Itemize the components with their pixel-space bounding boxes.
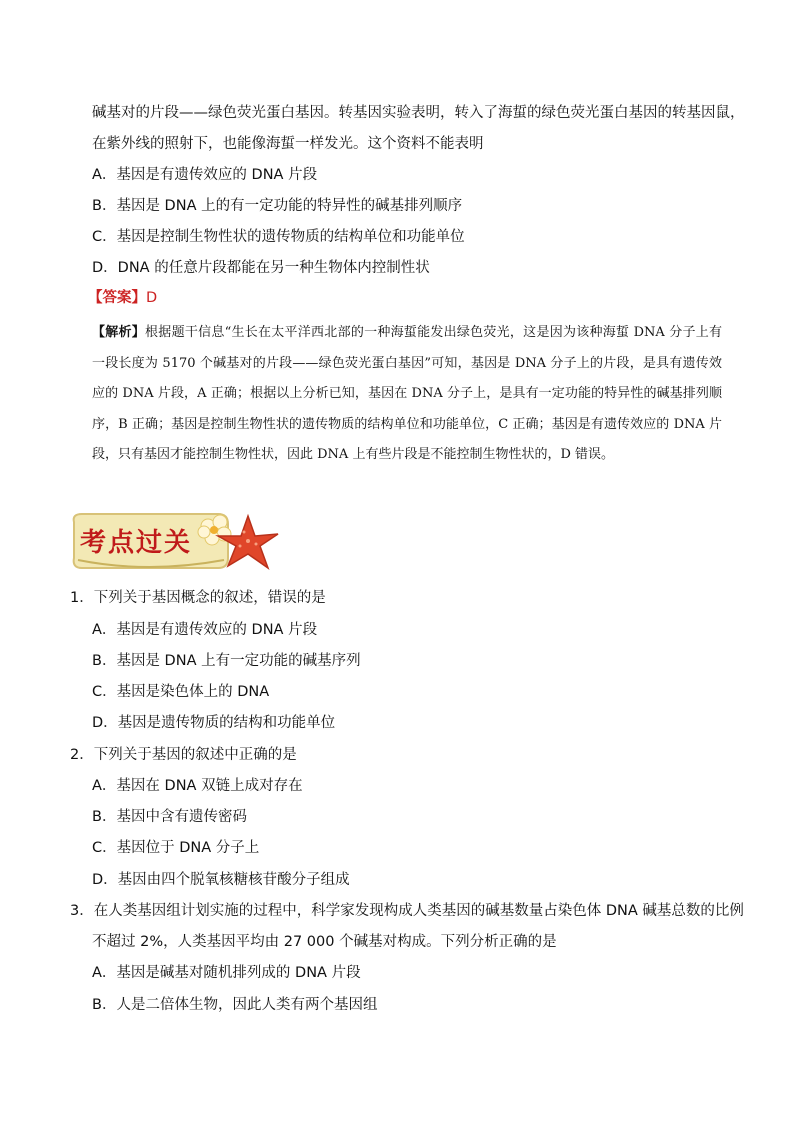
q3-option-a: A．基因是碱基对随机排列成的 DNA 片段 bbox=[92, 965, 361, 981]
answer-tag: 【答案】 bbox=[88, 290, 146, 306]
section-banner bbox=[68, 508, 286, 574]
explanation-block bbox=[92, 318, 722, 471]
explanation-text: 根据题干信息“生长在太平洋西北部的一种海蜇能发出绿色荧光，这是因为该种海蜇 DNA 分子上有一段长度为 5170 个碱基对的片段——绿色荧光蛋白基因”可知，基因是 DNA 分子上的片段，是具有遗传效应的 DNA 片段，A 正确；根据以上分析已知，基因在 DNA 分子上，是具有一定功能的特异性的碱基排列顺序，B 正确；基因是控制生物性状的遗传物质的结构单位和功能单位，C 正确；基因是有遗传效应的 DNA 片段，只有基因才能控制生物性状，因此 DNA 上有些片段是不能控制生物性状的，D 错误。 bbox=[92, 325, 722, 462]
q0-option-c: C．基因是控制生物性状的遗传物质的结构单位和功能单位 bbox=[92, 229, 465, 245]
q1-stem: 1．下列关于基因概念的叙述，错误的是 bbox=[70, 590, 326, 606]
q3-stem-line-1: 3．在人类基因组计划实施的过程中，科学家发现构成人类基因的碱基数量占染色体 DNA 碱基总数的比例 bbox=[70, 903, 744, 919]
answer-value: D bbox=[146, 290, 158, 306]
q1-option-b: B．基因是 DNA 上有一定功能的碱基序列 bbox=[92, 653, 361, 669]
answer-line bbox=[88, 288, 157, 308]
q1-option-c: C．基因是染色体上的 DNA bbox=[92, 684, 270, 700]
q2-option-c: C．基因位于 DNA 分子上 bbox=[92, 840, 260, 856]
q1-option-d: D．基因是遗传物质的结构和功能单位 bbox=[92, 715, 336, 731]
q2-stem: 2．下列关于基因的叙述中正确的是 bbox=[70, 747, 297, 763]
q0-option-b: B．基因是 DNA 上的有一定功能的特异性的碱基排列顺序 bbox=[92, 198, 463, 214]
q1-option-a: A．基因是有遗传效应的 DNA 片段 bbox=[92, 622, 318, 638]
intro-line-1: 碱基对的片段——绿色荧光蛋白基因。转基因实验表明，转入了海蜇的绿色荧光蛋白基因的转基因鼠， bbox=[92, 105, 745, 121]
banner-title: 考点过关 bbox=[80, 528, 193, 558]
q3-stem-line-2: 不超过 2%，人类基因平均由 27 000 个碱基对构成。下列分析正确的是 bbox=[92, 934, 557, 950]
q0-option-d: D．DNA 的任意片段都能在另一种生物体内控制性状 bbox=[92, 260, 430, 276]
intro-line-2: 在紫外线的照射下，也能像海蜇一样发光。这个资料不能表明 bbox=[92, 136, 484, 152]
q0-option-a: A．基因是有遗传效应的 DNA 片段 bbox=[92, 167, 318, 183]
explanation-tag: 【解析】 bbox=[92, 325, 146, 340]
q2-option-b: B．基因中含有遗传密码 bbox=[92, 809, 247, 825]
q2-option-a: A．基因在 DNA 双链上成对存在 bbox=[92, 778, 303, 794]
q2-option-d: D．基因由四个脱氧核糖核苷酸分子组成 bbox=[92, 872, 350, 888]
q3-option-b: B．人是二倍体生物，因此人类有两个基因组 bbox=[92, 997, 378, 1013]
